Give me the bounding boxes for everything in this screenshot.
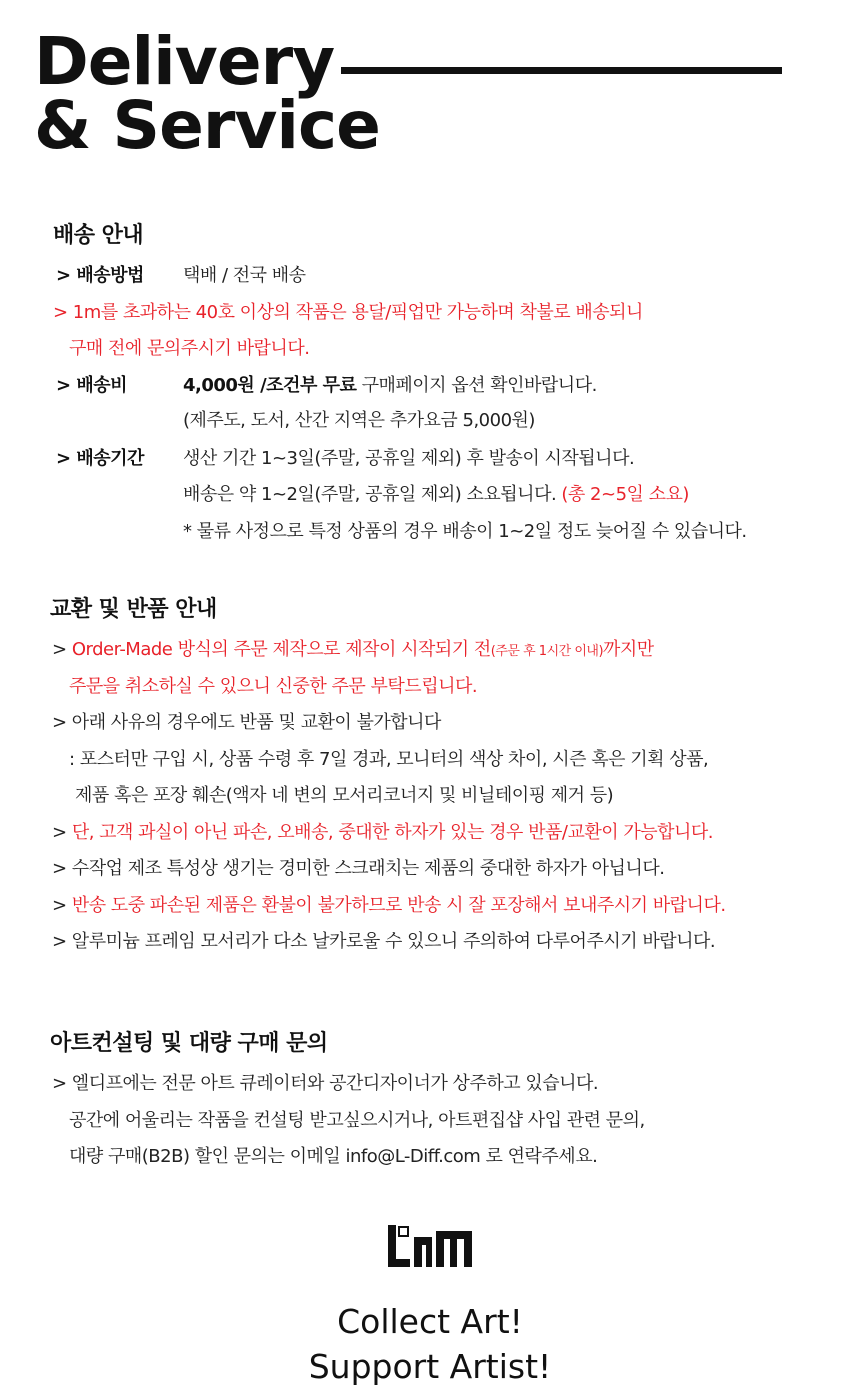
delivery-notice-line1: > 1m를 초과하는 40호 이상의 작품은 용달/픽업만 가능하며 착불로 배송되니 [53, 302, 643, 323]
delivery-fee-bold: 4,000원 /조건부 무료 [183, 375, 357, 396]
tagline-support-artist: Support Artist! [308, 1347, 552, 1386]
exchange-line1-red-b: 까지만 [603, 639, 654, 660]
consult-line1: > 엘디프에는 전문 아트 큐레이터와 공간디자이너가 상주하고 있습니다. [52, 1073, 599, 1094]
exchange-line5: 제품 혹은 포장 훼손(액자 네 변의 모서리코너지 및 비닐테이핑 제거 등) [75, 785, 614, 806]
delivery-period-line1: 생산 기간 1~3일(주말, 공휴일 제외) 후 발송이 시작됩니다. [183, 448, 635, 469]
exchange-line8-prefix: > [52, 895, 72, 916]
delivery-period-line2 [183, 480, 689, 506]
exchange-line1-prefix: > [52, 639, 72, 660]
exchange-line8 [52, 891, 726, 917]
tagline-collect-art: Collect Art! [337, 1302, 523, 1341]
hero-heading [34, 23, 380, 164]
exchange-line1 [52, 635, 654, 661]
exchange-line9: > 알루미늄 프레임 모서리가 다소 날카로울 수 있으니 주의하여 다루어주시기 바랍니다. [52, 931, 716, 952]
exchange-line7: > 수작업 제조 특성상 생기는 경미한 스크래치는 제품의 중대한 하자가 아닙니다. [52, 858, 665, 879]
exchange-line1-red: Order-Made 방식의 주문 제작으로 제작이 시작되기 전 [71, 639, 491, 660]
exchange-line3: > 아래 사유의 경우에도 반품 및 교환이 불가합니다 [52, 712, 441, 733]
delivery-fee-extra: (제주도, 도서, 산간 지역은 추가요금 5,000원) [183, 410, 535, 431]
exchange-line4: : 포스터만 구입 시, 상품 수령 후 7일 경과, 모니터의 색상 차이, 시즌 혹은 기획 상품, [69, 749, 709, 770]
exchange-line1-small: (주문 후 1시간 이내) [490, 644, 604, 659]
delivery-method-value: 택배 / 전국 배송 [183, 265, 306, 286]
exchange-title: 교환 및 반품 안내 [50, 597, 217, 622]
exchange-line6-red: 단, 고객 과실이 아닌 파손, 오배송, 중대한 하자가 있는 경우 반품/교환이 가능합니다. [71, 822, 714, 843]
exchange-line8-red: 반송 도중 파손된 제품은 환불이 불가하므로 반송 시 잘 포장해서 보내주시기 바랍니다. [71, 895, 726, 916]
hero-line-service: & Service [34, 87, 380, 164]
delivery-fee-rest: 구매페이지 옵션 확인바랍니다. [356, 375, 597, 396]
delivery-fee-value [183, 371, 597, 397]
consult-line3: 대량 구매(B2B) 할인 문의는 이메일 info@L-Diff.com 로 연락주세요. [69, 1146, 598, 1167]
delivery-notice-line2: 구매 전에 문의주시기 바랍니다. [69, 338, 310, 359]
delivery-title: 배송 안내 [53, 223, 144, 248]
delivery-fee-label: > 배송비 [56, 375, 128, 396]
consult-line2: 공간에 어울리는 작품을 컨설팅 받고싶으시거나, 아트편집샵 사입 관련 문의, [69, 1110, 645, 1131]
delivery-period-label: > 배송기간 [56, 448, 144, 469]
l-diff-logo-icon [388, 1225, 472, 1267]
delivery-period-line2-text: 배송은 약 1~2일(주말, 공휴일 제외) 소요됩니다. [183, 484, 557, 505]
exchange-line6 [52, 818, 713, 844]
delivery-period-total: (총 2~5일 소요) [556, 484, 689, 505]
delivery-period-line3: * 물류 사정으로 특정 상품의 경우 배송이 1~2일 정도 늦어질 수 있습니다. [183, 521, 747, 542]
delivery-method-label: > 배송방법 [56, 265, 144, 286]
exchange-line6-prefix: > [52, 822, 72, 843]
exchange-line2: 주문을 취소하실 수 있으니 신중한 주문 부탁드립니다. [69, 676, 478, 697]
hero-divider [341, 67, 782, 74]
consult-title: 아트컨설팅 및 대량 구매 문의 [50, 1031, 328, 1056]
hero-line-delivery: Delivery [34, 23, 335, 100]
